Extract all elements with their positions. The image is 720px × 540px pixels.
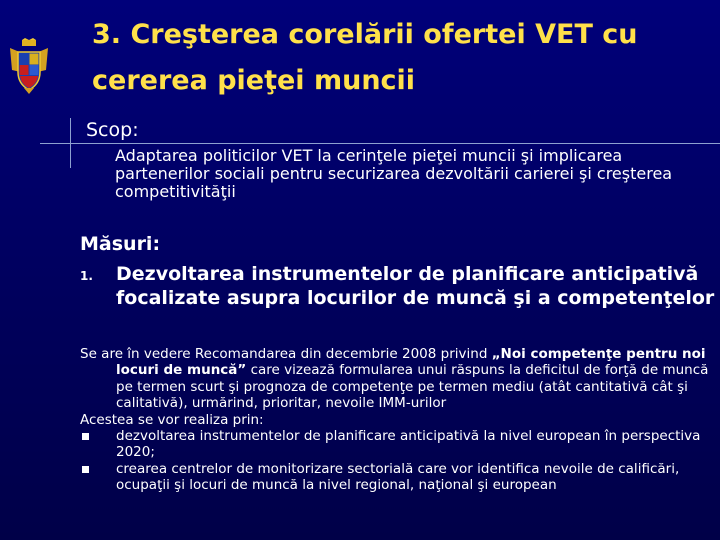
divider-horizontal [40, 143, 720, 144]
bullet-item [80, 428, 715, 461]
divider-vertical [70, 118, 71, 168]
bullet-item [80, 461, 715, 494]
title-line-1: 3. Creşterea corelării ofertei VET cu [92, 19, 638, 50]
paragraph-post: care vizează formularea unui răspuns la deficitul de forţă de muncă pe termen scurt şi prognoza de competenţe pe termen mediu (atât cantitativă cât şi calitativă), urmărind, prioritar, nevoile IMM-urilor [116, 362, 709, 412]
scop-text: Adaptarea politicilor VET la cerinţele pieţei muncii şi implicarea partenerilor sociali pentru securizarea dezvoltării carierei şi creşterea competitivităţii [115, 146, 673, 201]
paragraph-pre: Se are în vedere Recomandarea din decembrie 2008 privind [80, 346, 492, 362]
bullet-square-icon [82, 466, 89, 473]
measure-item [80, 262, 720, 310]
intro-line: Acestea se vor realiza prin: [80, 411, 264, 428]
bullet-text: dezvoltarea instrumentelor de planificare anticipativă la nivel european în perspectiva 2020; [116, 428, 701, 461]
body-text [80, 346, 715, 494]
coat-of-arms-icon [6, 38, 52, 94]
bullet-square-icon [82, 433, 89, 440]
scop-label: Scop: [86, 119, 139, 141]
title-line-2: cererea pieţei muncii [92, 65, 416, 96]
bullet-text: crearea centrelor de monitorizare sectorială care vor identifica nevoile de calificări, ocupaţii şi locuri de muncă la nivel regional, naţional şi european [116, 460, 680, 494]
measure-number: 1. [80, 269, 93, 283]
paragraph-bold: „Noi competenţe pentru noi locuri de muncă” [116, 346, 706, 379]
measure-text: Dezvoltarea instrumentelor de planificare anticipativă focalizate asupra locurilor de muncă şi a competenţelor [116, 263, 715, 309]
slide-title [92, 12, 712, 104]
recommendation-paragraph [80, 346, 715, 412]
masuri-label: Măsuri: [80, 233, 161, 255]
